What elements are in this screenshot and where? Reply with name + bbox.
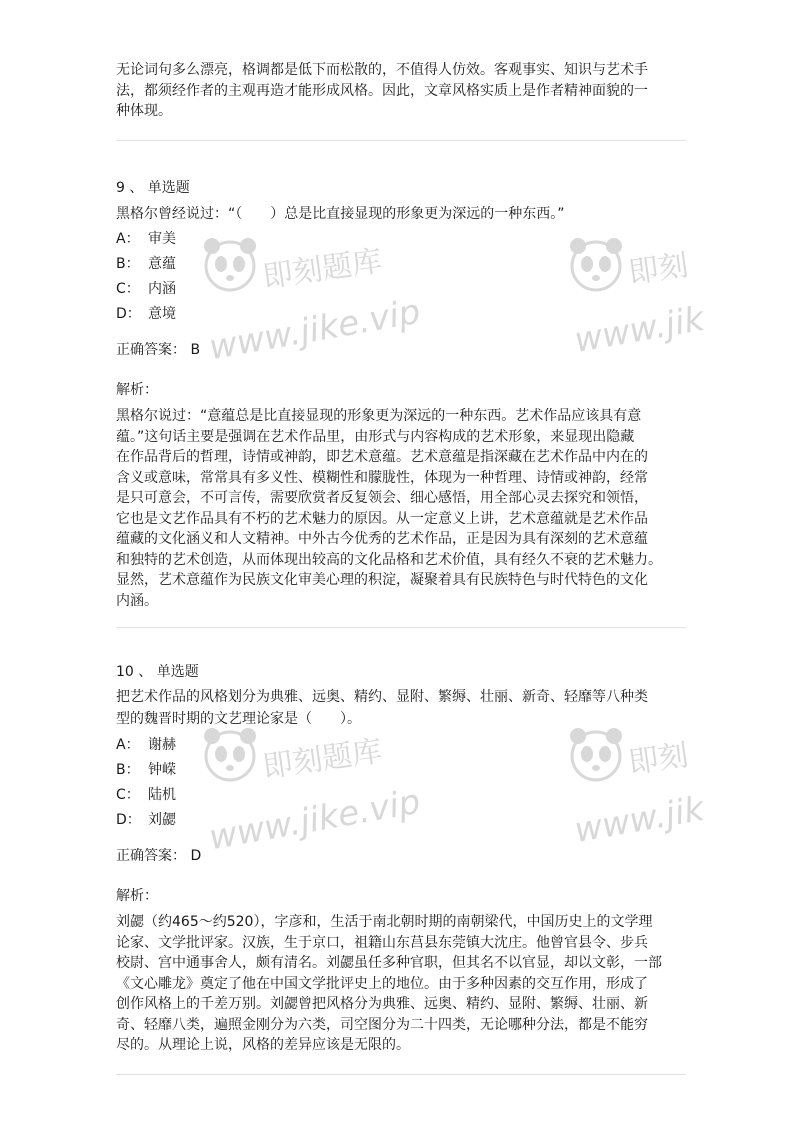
option-c[interactable] xyxy=(116,279,686,304)
watermark-url: www.jike.vip xyxy=(206,781,424,859)
option-label: B： xyxy=(116,256,140,272)
watermark-url-partial: www.jik xyxy=(571,788,708,852)
option-text: 刘勰 xyxy=(148,812,176,828)
option-text: 意蕴 xyxy=(148,256,176,272)
option-text: 意境 xyxy=(148,306,176,322)
option-c[interactable] xyxy=(116,785,686,810)
option-b[interactable] xyxy=(116,254,686,279)
watermark-url: www.jike.vip xyxy=(206,291,424,369)
option-b[interactable] xyxy=(116,760,686,785)
option-label: D： xyxy=(116,306,141,322)
watermark-brand-partial: 即刻 xyxy=(626,247,691,291)
question-text: 把艺术作品的风格划分为典雅、远奥、精约、显附、繁缛、壮丽、新奇、轻靡等八种类 型的魏晋时期的文艺理论家是（ ）。 xyxy=(116,689,648,727)
option-text: 钟嵘 xyxy=(148,762,176,778)
option-label: C： xyxy=(116,787,140,803)
divider xyxy=(116,1074,686,1075)
option-text: 陆机 xyxy=(148,787,176,803)
analysis-title: 解析： xyxy=(116,382,158,398)
analysis-text: 刘勰（约465～约520），字彦和，生活于南北朝时期的南朝梁代，中国历史上的文学理 论家、文学批评家。汉族，生于京口，祖籍山东莒县东莞镇大沈庄。他曾官县令、步兵 校尉、宫中通事舍人，颇有清名。刘勰虽任多种官职，但其名不以官显，却以文彰，一部 《文心雕龙》奠定了他在中国文学批评史上的地位。由于多种因素的交互作用，形成了 创作风格上的千差万别。刘勰曾把风格分为典雅、远奥、精约、显附、繁缛、壮丽、新 奇、轻靡八类，遍照金刚分为六类，司空图分为二十四类，无论哪种分法，都是不能穷 尽的。从理论上说，风格的差异应该是无限的。 xyxy=(116,914,662,1053)
option-label: D： xyxy=(116,812,141,828)
option-d[interactable] xyxy=(116,810,686,835)
analysis-text: 黑格尔说过：“意蕴总是比直接显现的形象更为深远的一种东西。艺术作品应该具有意 蕴。”这句话主要是强调在艺术作品里，由形式与内容构成的艺术形象，来显现出隐藏 在作品背后的哲理，诗情或神韵，即艺术意蕴。艺术意蕴是指深藏在艺术作品中内在的 含义或意味，常常具有多义性、模糊性和朦胧性，体现为一种哲理、诗情或神韵，经常 是只可意会，不可言传，需要欣赏者反复领会、细心感悟，用全部心灵去探究和领悟， 它也是文艺作品具有不朽的艺术魅力的原因。从一定意义上讲，艺术意蕴就是艺术作品 蕴藏的文化涵义和人文精神。中外古今优秀的艺术作品，正是因为具有深刻的艺术意蕴 和独特的艺术创造，从而体现出较高的文化品格和艺术价值，具有经久不衰的艺术魅力。 显然，艺术意蕴作为民族文化审美心理的积淀，凝聚着具有民族特色与时代特色的文化 内涵。 xyxy=(116,408,662,609)
option-d[interactable] xyxy=(116,304,686,329)
option-text: 内涵 xyxy=(148,281,176,297)
top-paragraph-block xyxy=(116,60,686,122)
option-list xyxy=(116,735,686,835)
question-9 xyxy=(116,178,686,611)
correct-answer: 正确答案： D xyxy=(116,848,202,864)
option-label: A： xyxy=(116,231,140,247)
question-10 xyxy=(116,662,686,1056)
correct-answer: 正确答案： B xyxy=(116,342,201,358)
watermark-brand: 即刻题库 xyxy=(260,733,385,786)
question-number: 10 、 单选题 xyxy=(116,664,199,680)
option-label: B： xyxy=(116,762,140,778)
question-number: 9 、 单选题 xyxy=(116,180,190,196)
option-a[interactable] xyxy=(116,735,686,760)
option-label: A： xyxy=(116,737,140,753)
option-text: 审美 xyxy=(148,231,176,247)
watermark-brand: 即刻题库 xyxy=(260,243,385,296)
analysis-title: 解析： xyxy=(116,888,158,904)
question-text: 黑格尔曾经说过：“（ ）总是比直接显现的形象更为深远的一种东西。” xyxy=(116,206,565,222)
option-text: 谢赫 xyxy=(148,737,176,753)
option-label: C： xyxy=(116,281,140,297)
option-a[interactable] xyxy=(116,229,686,254)
watermark-brand-partial: 即刻 xyxy=(626,737,691,781)
option-list xyxy=(116,229,686,329)
divider xyxy=(116,627,686,628)
watermark-url-partial: www.jik xyxy=(571,298,708,362)
divider xyxy=(116,140,686,141)
top-paragraph: 无论词句多么漂亮，格调都是低下而松散的，不值得人仿效。客观事实、知识与艺术手 法，都须经作者的主观再造才能形成风格。因此，文章风格实质上是作者精神面貌的一 种体现。 xyxy=(116,62,648,119)
